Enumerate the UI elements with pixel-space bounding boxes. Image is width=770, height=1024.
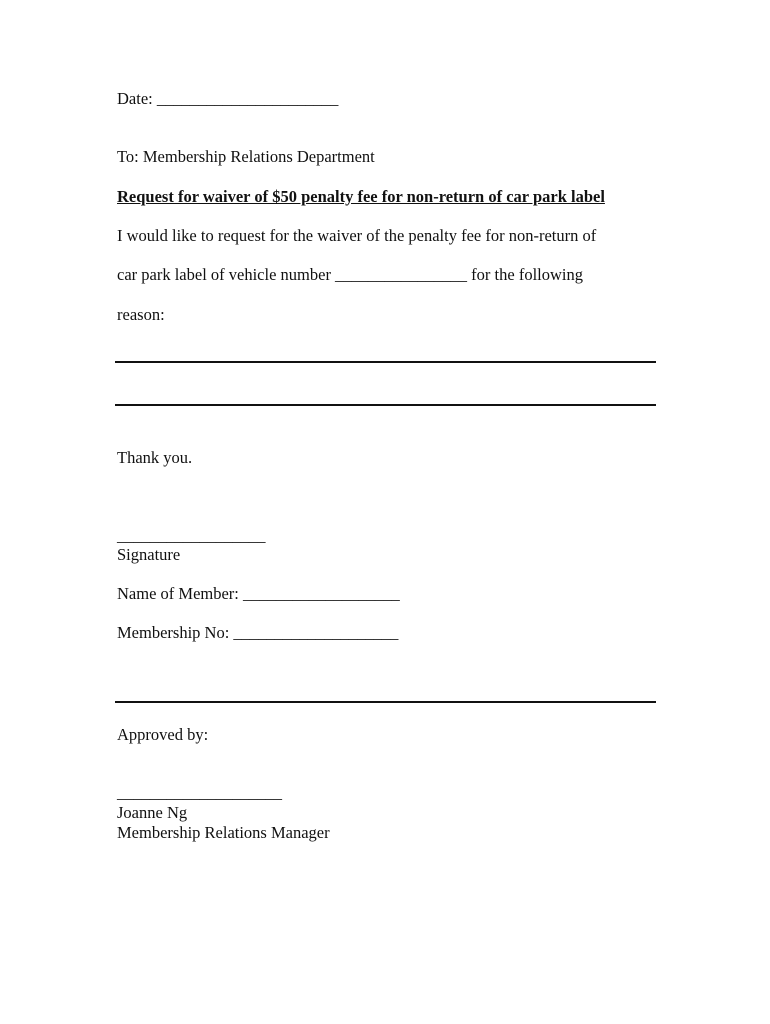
thank-you-text: Thank you. (117, 448, 193, 467)
approver-title: Membership Relations Manager (117, 823, 330, 842)
body-line-3: reason: (117, 305, 165, 324)
signature-label: Signature (117, 545, 181, 564)
signature-blank: __________________ (117, 526, 266, 545)
membership-number-line: Membership No: ____________________ (117, 623, 399, 642)
reason-rule-1 (115, 361, 656, 363)
approved-by-label: Approved by: (117, 725, 209, 744)
recipient-line: To: Membership Relations Department (117, 147, 375, 166)
member-name-line: Name of Member: ___________________ (117, 584, 400, 603)
subject-heading: Request for waiver of $50 penalty fee for non-return of car park label (117, 187, 605, 206)
approver-name: Joanne Ng (117, 803, 188, 822)
reason-rule-2 (115, 404, 656, 406)
section-divider-rule (115, 701, 656, 703)
body-line-1: I would like to request for the waiver of the penalty fee for non-return of (117, 226, 597, 245)
approver-signature-blank: ____________________ (117, 783, 282, 802)
body-line-2: car park label of vehicle number ________________ for the following (117, 265, 583, 284)
date-line: Date: ______________________ (117, 89, 339, 108)
